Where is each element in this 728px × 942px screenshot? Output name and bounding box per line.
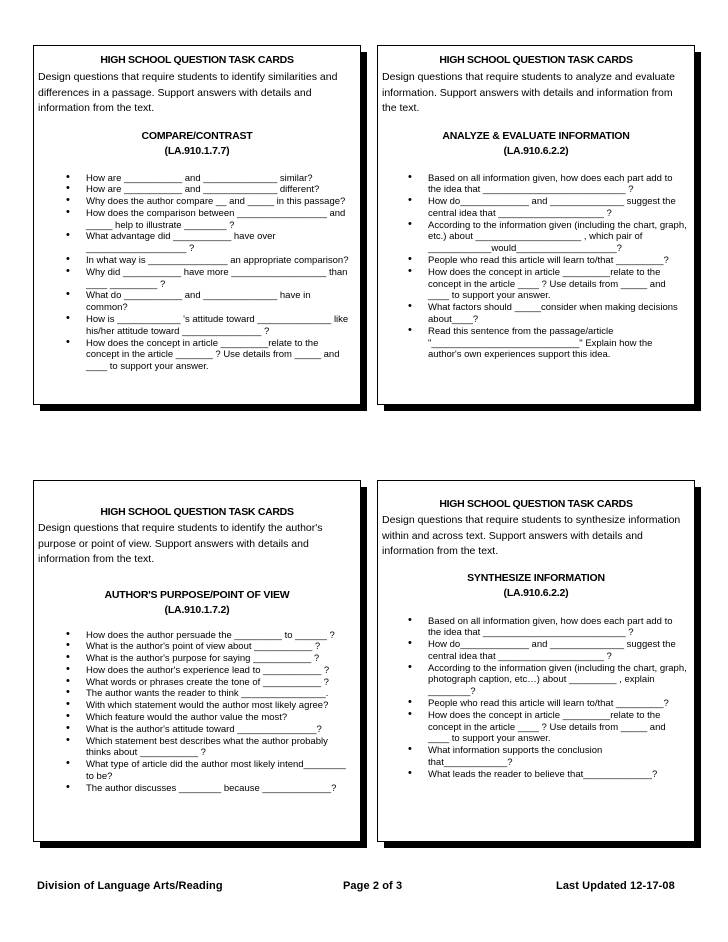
bullet-icon: • (408, 253, 412, 266)
list-item: • What type of article did the author most likely intend________ to be? (66, 757, 346, 783)
section-code: (LA.910.6.2.2) (503, 586, 569, 599)
section-code: (LA.910.1.7.2) (164, 603, 230, 616)
bullet-icon: • (66, 288, 70, 301)
bullet-icon: • (408, 637, 412, 650)
section-title: AUTHOR'S PURPOSE/POINT OF VIEW (104, 588, 290, 601)
list-item: • Why did ___________ have more __________________ than ____ _________ ? (66, 264, 348, 290)
bullet-icon: • (66, 194, 70, 207)
list-item: • What is the author's point of view about ___________ ? (66, 639, 321, 653)
list-item: • How does the concept in article _________relate to the concept in the article ____ ? Use details from _____ and ____ to support your answer. (408, 264, 666, 302)
list-item: • According to the information given (including the chart, graph, etc.) about ____________________ , which pair of ____________would___________________? (408, 217, 687, 255)
list-item: • What do ___________ and ______________ have in common? (66, 288, 311, 314)
bullet-icon: • (66, 264, 70, 277)
task-card-synthesize (377, 480, 695, 842)
list-item: • What information supports the conclusion that____________? (408, 743, 603, 769)
list-item: • In what way is _______________ an appropriate comparison? (66, 253, 349, 267)
list-item: • How does the concept in article _________relate to the concept in the article _______ ? Use details from _____ and ____ to support your answer. (66, 335, 340, 373)
card-title: HIGH SCHOOL QUESTION TASK CARDS (100, 54, 294, 66)
list-item: • Read this sentence from the passage/article "____________________________" Explain how the author's own experiences support this idea. (408, 323, 653, 361)
bullet-icon: • (408, 264, 412, 277)
bullet-icon: • (408, 170, 412, 183)
question-list (408, 170, 688, 362)
bullet-icon: • (408, 300, 412, 313)
footer-last-updated: Last Updated 12-17-08 (556, 880, 675, 892)
bullet-icon: • (66, 686, 70, 699)
list-item: • What factors should _____consider when making decisions about____? (408, 300, 678, 326)
list-item: • How is ____________ 's attitude toward ______________ like his/her attitude toward _______________ ? (66, 312, 349, 337)
question-list (408, 613, 688, 781)
list-item: • What is the author's purpose for saying ___________ ? (66, 651, 320, 665)
bullet-icon: • (66, 710, 70, 723)
list-item: • With which statement would the author most likely agree? (66, 698, 329, 712)
bullet-icon: • (66, 757, 70, 770)
bullet-icon: • (66, 674, 70, 687)
card-title: HIGH SCHOOL QUESTION TASK CARDS (439, 54, 633, 66)
bullet-icon: • (66, 698, 70, 711)
bullet-icon: • (66, 733, 70, 746)
bullet-icon: • (408, 766, 412, 779)
bullet-icon: • (66, 335, 70, 348)
card-title: HIGH SCHOOL QUESTION TASK CARDS (100, 506, 294, 518)
bullet-icon: • (66, 229, 70, 242)
bullet-icon: • (408, 613, 412, 626)
bullet-icon: • (408, 743, 412, 756)
bullet-icon: • (66, 312, 70, 325)
list-item: • People who read this article will learn to/that _________? (408, 253, 669, 267)
list-item: • How do_____________ and ______________ suggest the central idea that ____________________ ? (408, 637, 676, 662)
question-list (66, 170, 354, 374)
card-title: HIGH SCHOOL QUESTION TASK CARDS (439, 498, 633, 510)
bullet-icon: • (66, 182, 70, 195)
list-item: • How does the concept in article _________relate to the concept in the article ____ ? Use details from _____ and ____ to support your answer. (408, 707, 666, 745)
list-item: • What advantage did ___________ have over ___________________ ? (66, 229, 276, 255)
bullet-icon: • (408, 217, 412, 230)
card-description: Design questions that require students to synthesize information within and across text. Support answers with details and information from the text. (382, 514, 681, 557)
bullet-icon: • (408, 660, 412, 673)
list-item: • Which statement best describes what the author probably thinks about ___________ ? (66, 733, 328, 759)
section-title: COMPARE/CONTRAST (141, 129, 253, 142)
section-title: ANALYZE & EVALUATE INFORMATION (442, 129, 630, 142)
bullet-icon: • (66, 639, 70, 652)
task-card-authors-purpose (33, 480, 361, 842)
list-item: • How does the comparison between _________________ and _____ help to illustrate ________ ? (66, 205, 346, 231)
list-item: • People who read this article will learn to/that _________? (408, 696, 669, 710)
bullet-icon: • (66, 627, 70, 640)
list-item: • According to the information given (including the chart, graph, photograph caption, etc…) about _________ , explain ________? (408, 660, 687, 698)
card-description: Design questions that require students to identify the author's purpose or point of view. Support answers with details and information from the text. (38, 522, 323, 565)
list-item: • How does the author's experience lead to ___________ ? (66, 662, 330, 676)
list-item: • Based on all information given, how does each part add to the idea that ___________________________ ? (408, 613, 673, 639)
bullet-icon: • (66, 253, 70, 266)
task-card-compare-contrast (33, 45, 361, 405)
list-item: • How are ___________ and ______________ different? (66, 182, 320, 196)
bullet-icon: • (66, 780, 70, 793)
bullet-icon: • (66, 721, 70, 734)
card-description: Design questions that require students to identify similarities and differences in a passage. Support answers with details and information from the text. (38, 71, 338, 114)
bullet-icon: • (66, 170, 70, 183)
card-description: Design questions that require students to analyze and evaluate information. Support answers with details and information from the text. (382, 71, 676, 114)
section-title: SYNTHESIZE INFORMATION (467, 571, 605, 584)
bullet-icon: • (66, 205, 70, 218)
list-item: • The author wants the reader to think ________________. (66, 686, 329, 700)
bullet-icon: • (408, 194, 412, 207)
list-item: • What leads the reader to believe that_____________? (408, 766, 658, 780)
list-item: • How are ___________ and ______________ similar? (66, 170, 313, 184)
footer-page-number: Page 2 of 3 (343, 880, 403, 892)
section-code: (LA.910.1.7.7) (164, 144, 230, 157)
list-item: • What is the author's attitude toward _______________? (66, 721, 322, 735)
bullet-icon: • (408, 707, 412, 720)
bullet-icon: • (66, 662, 70, 675)
list-item: • How do_____________ and ______________ suggest the central idea that ____________________ ? (408, 194, 676, 219)
list-item: • Based on all information given, how does each part add to the idea that ___________________________ ? (408, 170, 673, 196)
bullet-icon: • (66, 651, 70, 664)
list-item: • How does the author persuade the _________ to ______ ? (66, 627, 335, 641)
list-item: • The author discusses ________ because _____________? (66, 780, 337, 794)
task-card-analyze-evaluate (377, 45, 695, 405)
list-item: • What words or phrases create the tone of ___________ ? (66, 674, 329, 688)
list-item: • Why does the author compare __ and _____ in this passage? (66, 194, 346, 208)
bullet-icon: • (408, 323, 412, 336)
section-code: (LA.910.6.2.2) (503, 144, 569, 157)
footer-division: Division of Language Arts/Reading (37, 880, 223, 892)
list-item: • Which feature would the author value the most? (66, 710, 288, 724)
question-list (66, 627, 354, 795)
bullet-icon: • (408, 696, 412, 709)
